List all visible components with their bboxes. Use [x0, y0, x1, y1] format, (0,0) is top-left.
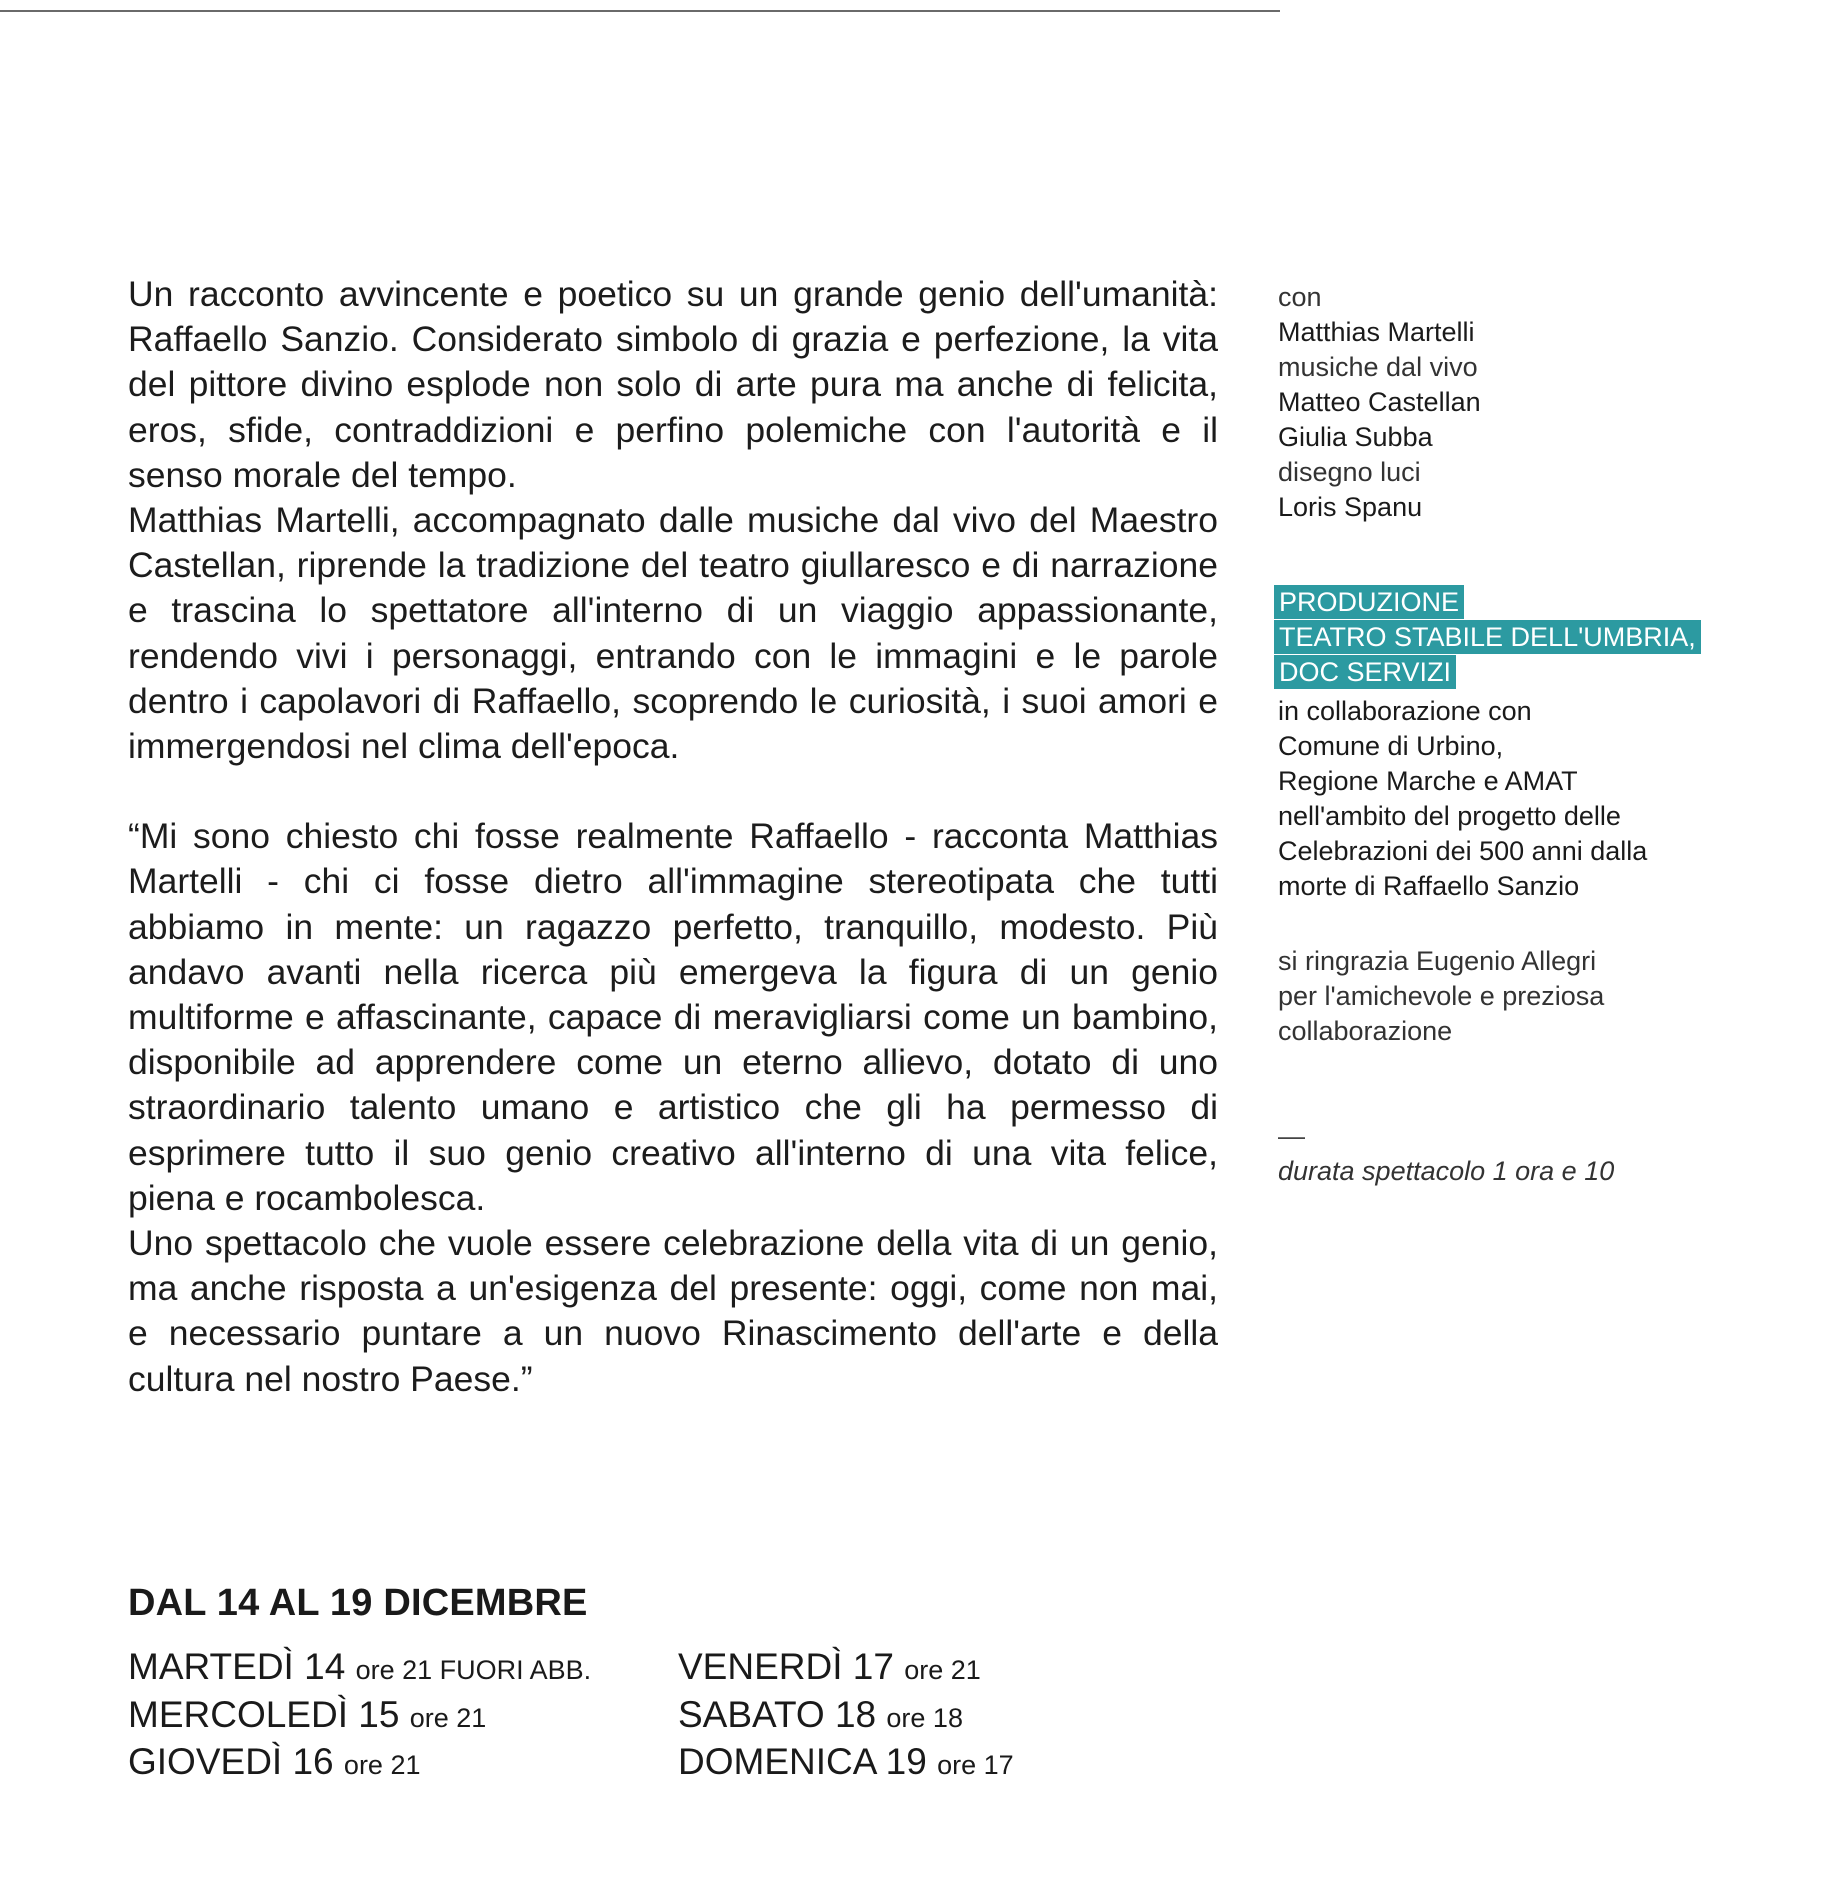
date-time: ore 21 FUORI ABB. [355, 1655, 592, 1685]
collaboration-line: morte di Raffaello Sanzio [1278, 871, 1580, 901]
main-description [128, 272, 1218, 1402]
production-highlight: DOC SERVIZI [1274, 655, 1456, 689]
musician-name: Giulia Subba [1278, 422, 1433, 452]
dates-title: DAL 14 AL 19 DICEMBRE [128, 1582, 588, 1624]
date-day: DOMENICA 19 [678, 1741, 927, 1782]
collaboration-line: Regione Marche e AMAT [1278, 766, 1578, 796]
date-time: ore 21 [904, 1655, 981, 1685]
musician-name: Matteo Castellan [1278, 387, 1481, 417]
date-row [128, 1645, 591, 1693]
collaboration-line: Celebrazioni dei 500 anni dalla [1278, 836, 1648, 866]
date-day: GIOVEDÌ 16 [128, 1741, 334, 1782]
lights-label: disegno luci [1278, 457, 1421, 487]
paragraph-closing: Uno spettacolo che vuole essere celebrazione della vita di un genio, ma anche risposta a un'esigenza del presente: oggi, come non mai, e necessario puntare a un nuovo Rinascimento dell'arte e della cultura nel nostro Paese.” [128, 1223, 1218, 1399]
date-day: MARTEDÌ 14 [128, 1646, 346, 1687]
date-row [128, 1740, 591, 1788]
date-time: ore 18 [886, 1702, 963, 1733]
dash-separator: — [1278, 1121, 1305, 1151]
lights-designer-name: Loris Spanu [1278, 492, 1423, 522]
dates-column-right [678, 1645, 1014, 1788]
paragraph-intro: Un racconto avvincente e poetico su un grande genio dell'umanità: Raffaello Sanzio. Considerato simbolo di grazia e perfezione, la vita del pittore divino esplode non solo di arte pura ma anche di felicita, eros, sfide, contraddizioni e perfino polemiche con l'autorità e il senso morale del tempo. [128, 274, 1218, 495]
dates-column-left [128, 1645, 591, 1788]
credits-sidebar [1278, 280, 1738, 1189]
production-highlight: PRODUZIONE [1274, 585, 1464, 619]
date-row [128, 1693, 591, 1741]
production-block [1278, 585, 1738, 690]
collaboration-block [1278, 694, 1738, 904]
date-day: VENERDÌ 17 [678, 1646, 894, 1687]
thanks-line: collaborazione [1278, 1016, 1453, 1046]
thanks-line: per l'amichevole e preziosa [1278, 981, 1605, 1011]
collaboration-line: in collaborazione con [1278, 696, 1532, 726]
actor-name: Matthias Martelli [1278, 317, 1475, 347]
collaboration-line: nell'ambito del progetto delle [1278, 801, 1621, 831]
music-label: musiche dal vivo [1278, 352, 1478, 382]
date-row [678, 1645, 1014, 1693]
top-rule-divider [0, 10, 1280, 12]
thanks-line: si ringrazia Eugenio Allegri [1278, 946, 1597, 976]
date-day: MERCOLEDÌ 15 [128, 1693, 400, 1735]
date-time: ore 21 [409, 1702, 487, 1733]
date-time: ore 21 [343, 1750, 421, 1780]
duration-text: durata spettacolo 1 ora e 10 [1278, 1156, 1615, 1186]
date-time: ore 17 [937, 1750, 1014, 1780]
production-highlight: TEATRO STABILE DELL'UMBRIA, [1274, 620, 1701, 654]
date-row [678, 1740, 1014, 1788]
con-label: con [1278, 282, 1322, 312]
date-day: SABATO 18 [678, 1693, 877, 1735]
thanks-block [1278, 944, 1738, 1049]
paragraph-martelli: Matthias Martelli, accompagnato dalle musiche dal vivo del Maestro Castellan, riprende la tradizione del teatro giullaresco e di narrazione e trascina lo spettatore all'interno di un viaggio appassionante, rendendo vivi i personaggi, entrando con le immagini e le parole dentro i capolavori di Raffaello, scoprendo le curiosità, i suoi amori e immergendosi nel clima dell'epoca. [128, 500, 1218, 767]
collaboration-line: Comune di Urbino, [1278, 731, 1504, 761]
paragraph-quote: “Mi sono chiesto chi fosse realmente Raffaello - racconta Matthias Martelli - chi ci fosse dietro all'immagine stereotipata che tutti abbiamo in mente: un ragazzo perfetto, tranquillo, modesto. Più andavo avanti nella ricerca più emergeva la figura di un genio multiforme e affascinante, capace di meravigliarsi come un bambino, disponibile ad apprendere come un eterno allievo, dotato di uno straordinario talento umano e artistico che gli ha permesso di esprimere tutto il suo genio creativo all'interno di una vita felice, piena e rocambolesca. [128, 816, 1218, 1218]
date-row [678, 1693, 1014, 1741]
